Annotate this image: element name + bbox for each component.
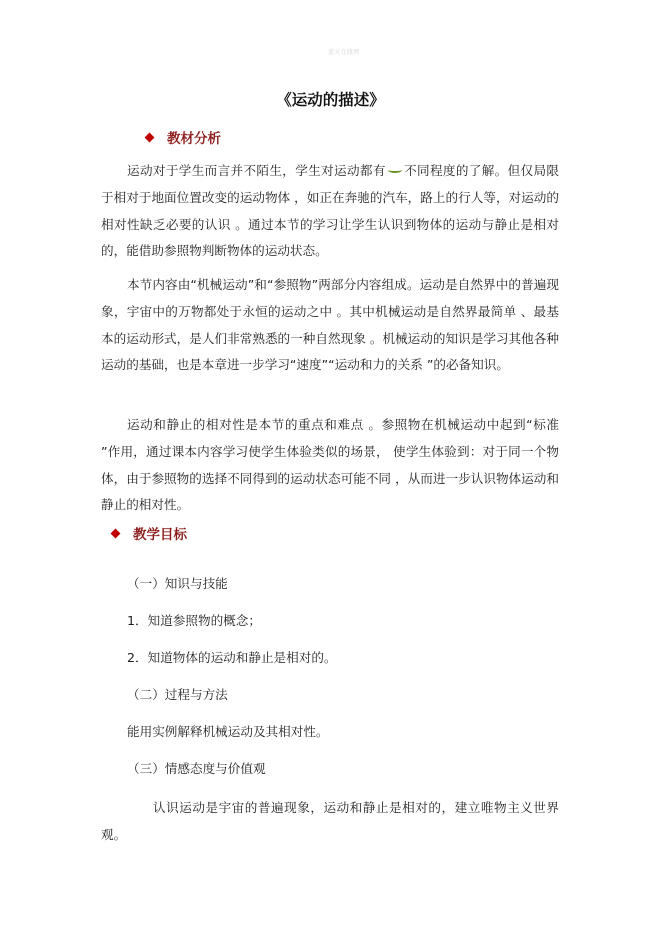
paragraph-3: 运动和静止的相对性是本节的重点和难点 。参照物在机械运动中起到“标准 ”作用，通过课本内容学习使学生体验类似的场景， 使学生体验到：对于同一个物体，由于参照物的选择不同得到的运动状态可能不同 ，从而进一步认识物体运动和静止的相对性。: [101, 417, 559, 513]
paragraph-2: 本节内容由“机械运动”和“参照物”两部分内容组成。运动是自然界中的普遍现象，宇宙中的万物都处于永恒的运动之中 。其中机械运动是自然界最简单 、最基本的运动形式，是人们非常熟悉的一种自然现象 。机械运动的知识是学习其他各种运动的基础，也是本章进一步学习“速度”“运动和力的关系 ”的必备知识。: [101, 277, 559, 373]
objective-line: （三）情感态度与价值观: [127, 761, 266, 776]
objective-line: 1．知道参照物的概念；: [127, 613, 261, 628]
paragraph-1-text-b: 不同程度的了解。但仅局限于相对于地面位置改变的运动物体 ，如正在奔驰的汽车，路上的行人等，对运动的相对性缺乏必要的认识 。通过本节的学习让学生认识到物体的运动与静止是相对的，能借助参照物判断物体的运动状态。: [101, 163, 559, 259]
section-heading-analysis: [146, 129, 221, 149]
objective-line: 能用实例解释机械运动及其相对性。: [127, 724, 329, 739]
paragraph-1-text-a: 运动对于学生而言并不陌生，学生对运动都有: [127, 163, 386, 178]
squiggle-mark-icon: [388, 167, 402, 173]
objective-line: （二）过程与方法: [127, 687, 228, 702]
objective-line: 2．知道物体的运动和静止是相对的。: [127, 650, 337, 665]
final-paragraph: 认识运动是宇宙的普遍现象，运动和静止是相对的，建立唯物主义世界观。: [101, 800, 559, 842]
section-heading-text: 教学目标: [133, 527, 187, 543]
section-heading-text: 教材分析: [167, 131, 221, 147]
section-heading-objectives: [112, 525, 187, 545]
watermark: 蓝天在线网: [328, 49, 360, 56]
objective-line: （一）知识与技能: [127, 576, 228, 591]
paragraph-1: [101, 158, 559, 265]
diamond-bullet-icon: [111, 529, 121, 539]
diamond-bullet-icon: [145, 133, 155, 143]
page-title: 《运动的描述》: [276, 91, 385, 109]
